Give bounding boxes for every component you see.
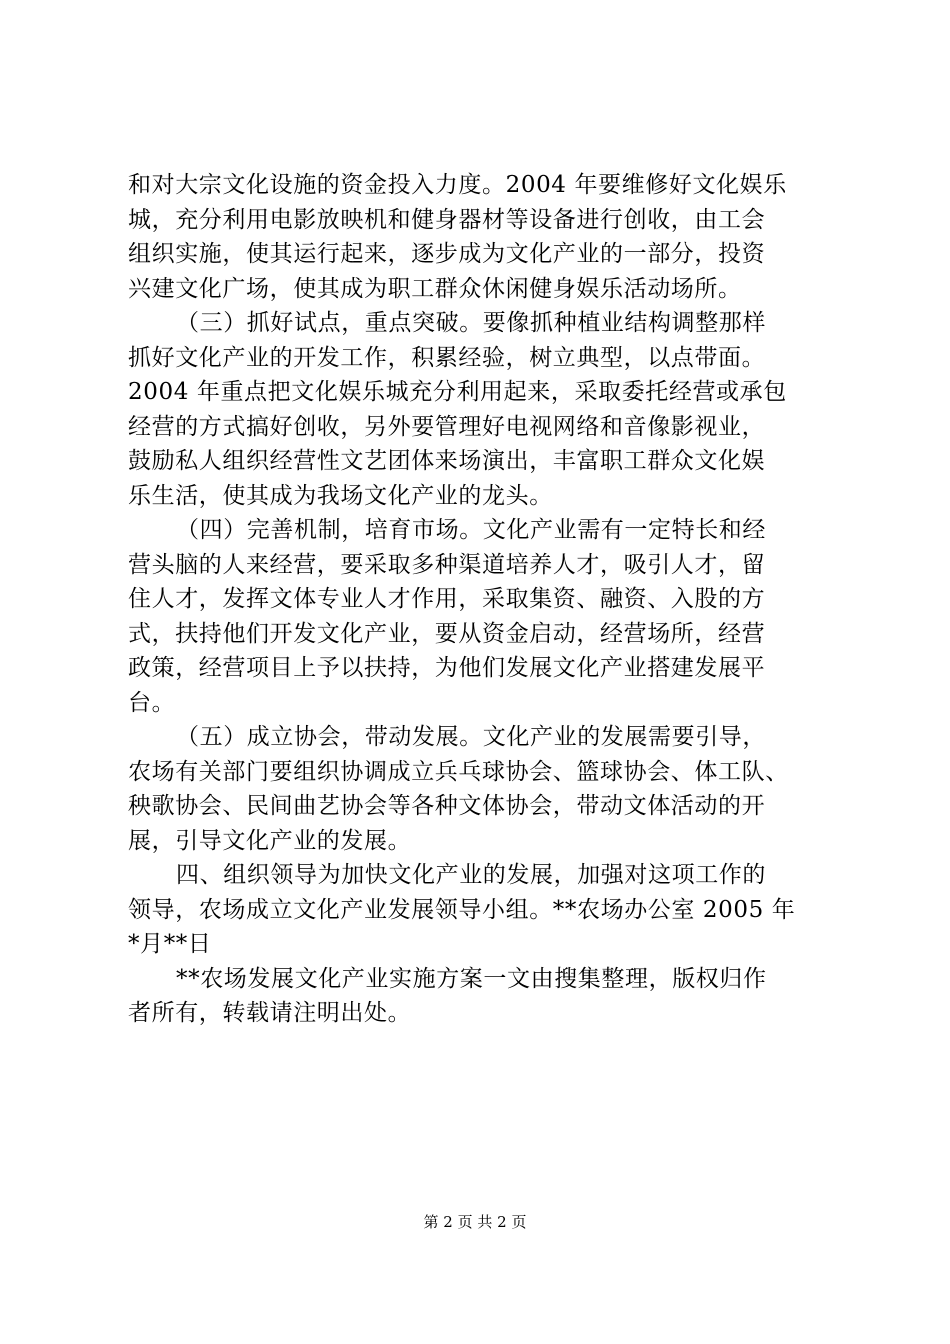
body-line: 乐生活，使其成为我场文化产业的龙头。 [128,483,553,509]
body-line: *月**日 [128,931,212,957]
body-line: （四）完善机制，培育市场。文化产业需有一定特长和经 [176,517,766,543]
body-line: 2004 年重点把文化娱乐城充分利用起来，采取委托经营或承包 [128,379,787,405]
body-line: 农场有关部门要组织协调成立兵乓球协会、篮球协会、体工队、 [128,759,789,785]
body-line: 四、组织领导为加快文化产业的发展，加强对这项工作的 [176,862,766,888]
body-line: 住人才，发挥文体专业人才作用，采取集资、融资、入股的方 [128,586,766,612]
body-line: 者所有，转载请注明出处。 [128,1000,412,1026]
body-line: （三）抓好试点，重点突破。要像抓种植业结构调整那样 [176,310,766,336]
body-line: **农场发展文化产业实施方案一文由搜集整理，版权归作 [176,966,767,992]
body-line: 展，引导文化产业的发展。 [128,828,412,854]
body-line: 经营的方式搞好创收，另外要管理好电视网络和音像影视业， [128,414,766,440]
body-line: （五）成立协会，带动发展。文化产业的发展需要引导， [176,724,766,750]
body-line: 营头脑的人来经营，要采取多种渠道培养人才，吸引人才，留 [128,552,766,578]
body-line: 兴建文化广场，使其成为职工群众休闲健身娱乐活动场所。 [128,276,742,302]
body-line: 秧歌协会、民间曲艺协会等各种文体协会，带动文体活动的开 [128,793,766,819]
body-line: 抓好文化产业的开发工作，积累经验，树立典型，以点带面。 [128,345,766,371]
body-line: 政策，经营项目上予以扶持，为他们发展文化产业搭建发展平 [128,655,766,681]
page-number-footer: 第 2 页 共 2 页 [423,1213,527,1231]
body-line: 鼓励私人组织经营性文艺团体来场演出，丰富职工群众文化娱 [128,448,766,474]
body-line: 组织实施，使其运行起来，逐步成为文化产业的一部分，投资 [128,241,766,267]
body-line: 式，扶持他们开发文化产业，要从资金启动，经营场所，经营 [128,621,766,647]
body-line: 台。 [128,690,176,716]
body-line: 和对大宗文化设施的资金投入力度。2004 年要维修好文化娱乐 [128,172,787,198]
body-line: 领导，农场成立文化产业发展领导小组。**农场办公室 2005 年 [128,897,796,923]
body-line: 城，充分利用电影放映机和健身器材等设备进行创收，由工会 [128,207,766,233]
